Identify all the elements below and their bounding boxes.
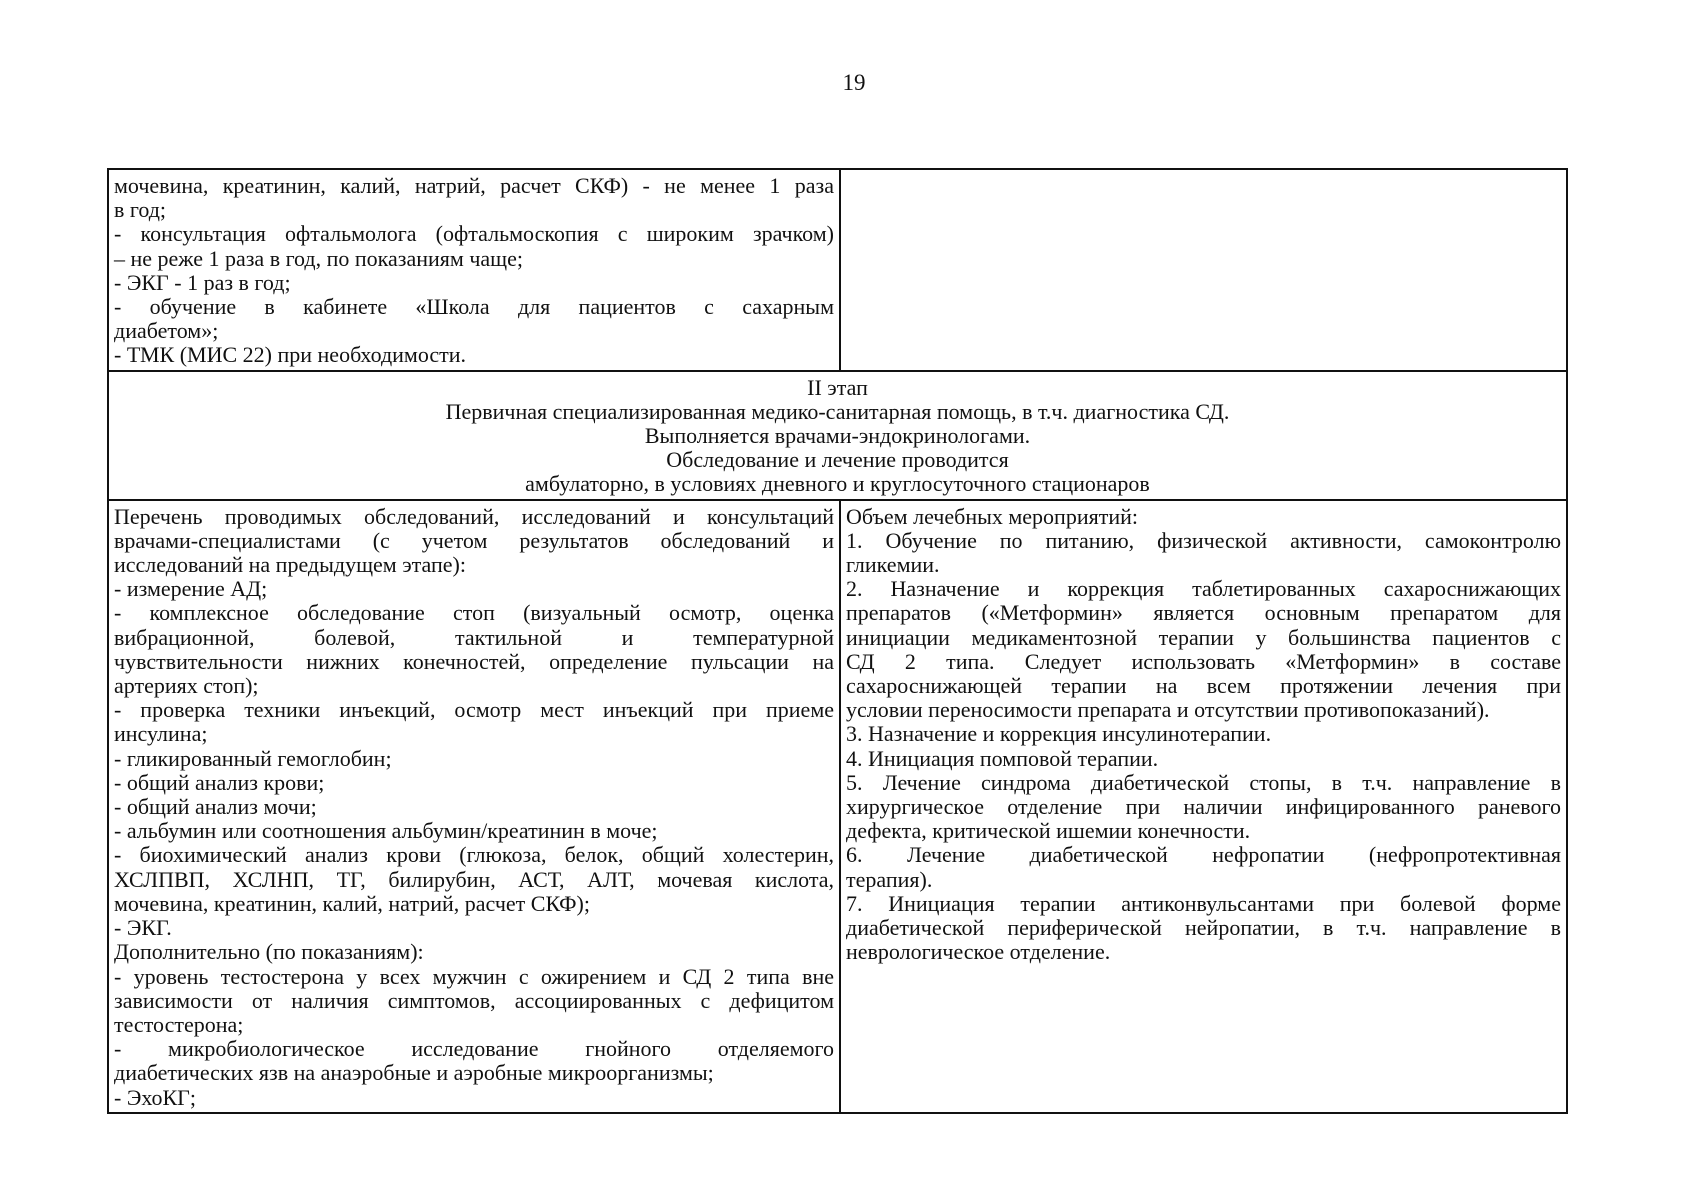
text-line: 6. Лечение диабетической нефропатии (нефропротективная [846,842,1561,868]
text-line: - комплексное обследование стоп (визуальный осмотр, оценка [114,600,834,626]
text-line: врачами-специалистами (с учетом результатов обследований и [114,527,834,553]
text-line: 7. Инициация терапии антиконвульсантами при болевой форме [846,890,1561,916]
page-number: 19 [842,70,866,95]
text-line: исследований на предыдущем этапе): [114,552,466,578]
stage-conditions-line-1: Обследование и лечение проводится [666,447,1009,473]
stage-header-row [108,371,1567,500]
care-stage-table [107,168,1568,1114]
text-line: Объем лечебных мероприятий: [846,503,1138,529]
text-line: - гликированный гемоглобин; [114,745,392,771]
text-line: 4. Инициация помповой терапии. [846,745,1159,771]
text-line: - микробиологическое исследование гнойного отделяемого [114,1036,834,1062]
text-line: - ТМК (МИС 22) при необходимости. [114,342,467,368]
text-line: диабетических язв на анаэробные и аэробные микроорганизмы; [114,1060,714,1086]
text-line: - ЭКГ. [114,915,172,941]
examinations-cell [108,500,840,1113]
text-line: мочевина, креатинин, калий, натрий, расчет СКФ) - не менее 1 раза [114,173,834,198]
text-line: 3. Назначение и коррекция инсулинотерапии. [846,721,1272,747]
stage-conditions-line-2: амбулаторно, в условиях дневного и круглосуточного стационаров [525,471,1150,497]
text-line: гликемии. [846,552,940,578]
text-line: хирургическое отделение при наличии инфицированного раневого [846,794,1561,820]
text-line: чувствительности нижних конечностей, определение пульсации на [114,648,834,674]
text-line: инициации медикаментозной терапии у большинства пациентов с [846,624,1561,650]
treatment-list [846,505,1561,965]
text-line: неврологическое отделение. [846,939,1111,965]
continuation-row [108,169,1567,371]
stage-performers: Выполняется врачами-эндокринологами. [644,423,1031,449]
text-line: - общий анализ крови; [114,769,325,795]
text-line: - ЭКГ - 1 раз в год; [114,269,291,295]
text-line: - ЭхоКГ; [114,1084,197,1110]
text-line: - биохимический анализ крови (глюкоза, белок, общий холестерин, [114,842,834,868]
text-line: СД 2 типа. Следует использовать «Метформин» в составе [846,648,1561,674]
examinations-list [114,505,834,1110]
text-line: 1. Обучение по питанию, физической активности, самоконтролю [846,527,1561,553]
text-line: артериях стоп); [114,673,259,699]
stage-title: II этап [807,374,868,400]
text-line: Перечень проводимых обследований, исследований и консультаций [114,503,834,529]
text-line: - альбумин или соотношения альбумин/креатинин в моче; [114,818,658,844]
text-line: ХСЛПВП, ХСЛНП, ТГ, билирубин, АСТ, АЛТ, мочевая кислота, [114,866,834,892]
text-line: зависимости от наличия симптомов, ассоциированных с дефицитом [114,987,834,1013]
text-line: – не реже 1 раза в год, по показаниям чаще; [114,245,523,271]
continuation-examinations-text [114,174,834,368]
text-line: - консультация офтальмолога (офтальмоскопия с широким зрачком) [114,221,834,247]
text-line: тестостерона; [114,1011,244,1037]
continuation-examinations-cell [108,169,840,371]
text-line: - проверка техники инъекций, осмотр мест инъекций при приеме [114,697,834,723]
text-line: в год; [114,197,167,223]
stage-content-row [108,500,1567,1113]
text-line: - обучение в кабинете «Школа для пациентов с сахарным [114,294,834,320]
text-line: сахароснижающей терапии на всем протяжении лечения при [846,673,1561,699]
text-line: - измерение АД; [114,576,268,602]
text-line: мочевина, креатинин, калий, натрий, расчет СКФ); [114,890,590,916]
text-line: вибрационной, болевой, тактильной и температурной [114,624,834,650]
text-line: дефекта, критической ишемии конечности. [846,818,1251,844]
text-line: препаратов («Метформин» является основным препаратом для [846,600,1561,626]
text-line: условии переносимости препарата и отсутствии противопоказаний). [846,697,1490,723]
treatment-cell [840,500,1567,1113]
text-line: - уровень тестостерона у всех мужчин с ожирением и СД 2 типа вне [114,963,834,989]
text-line: диабетической периферической нейропатии, в т.ч. направление в [846,915,1561,941]
stage-header-cell [108,371,1567,500]
text-line: 2. Назначение и коррекция таблетированных сахароснижающих [846,576,1561,602]
text-line: Дополнительно (по показаниям): [114,939,424,965]
text-line: терапия). [846,866,933,892]
text-line: инсулина; [114,721,208,747]
stage-description: Первичная специализированная медико-санитарная помощь, в т.ч. диагностика СД. [445,398,1230,424]
text-line: диабетом»; [114,318,219,344]
text-line: - общий анализ мочи; [114,794,317,820]
continuation-empty-cell [840,169,1567,371]
text-line: 5. Лечение синдрома диабетической стопы, в т.ч. направление в [846,769,1561,795]
